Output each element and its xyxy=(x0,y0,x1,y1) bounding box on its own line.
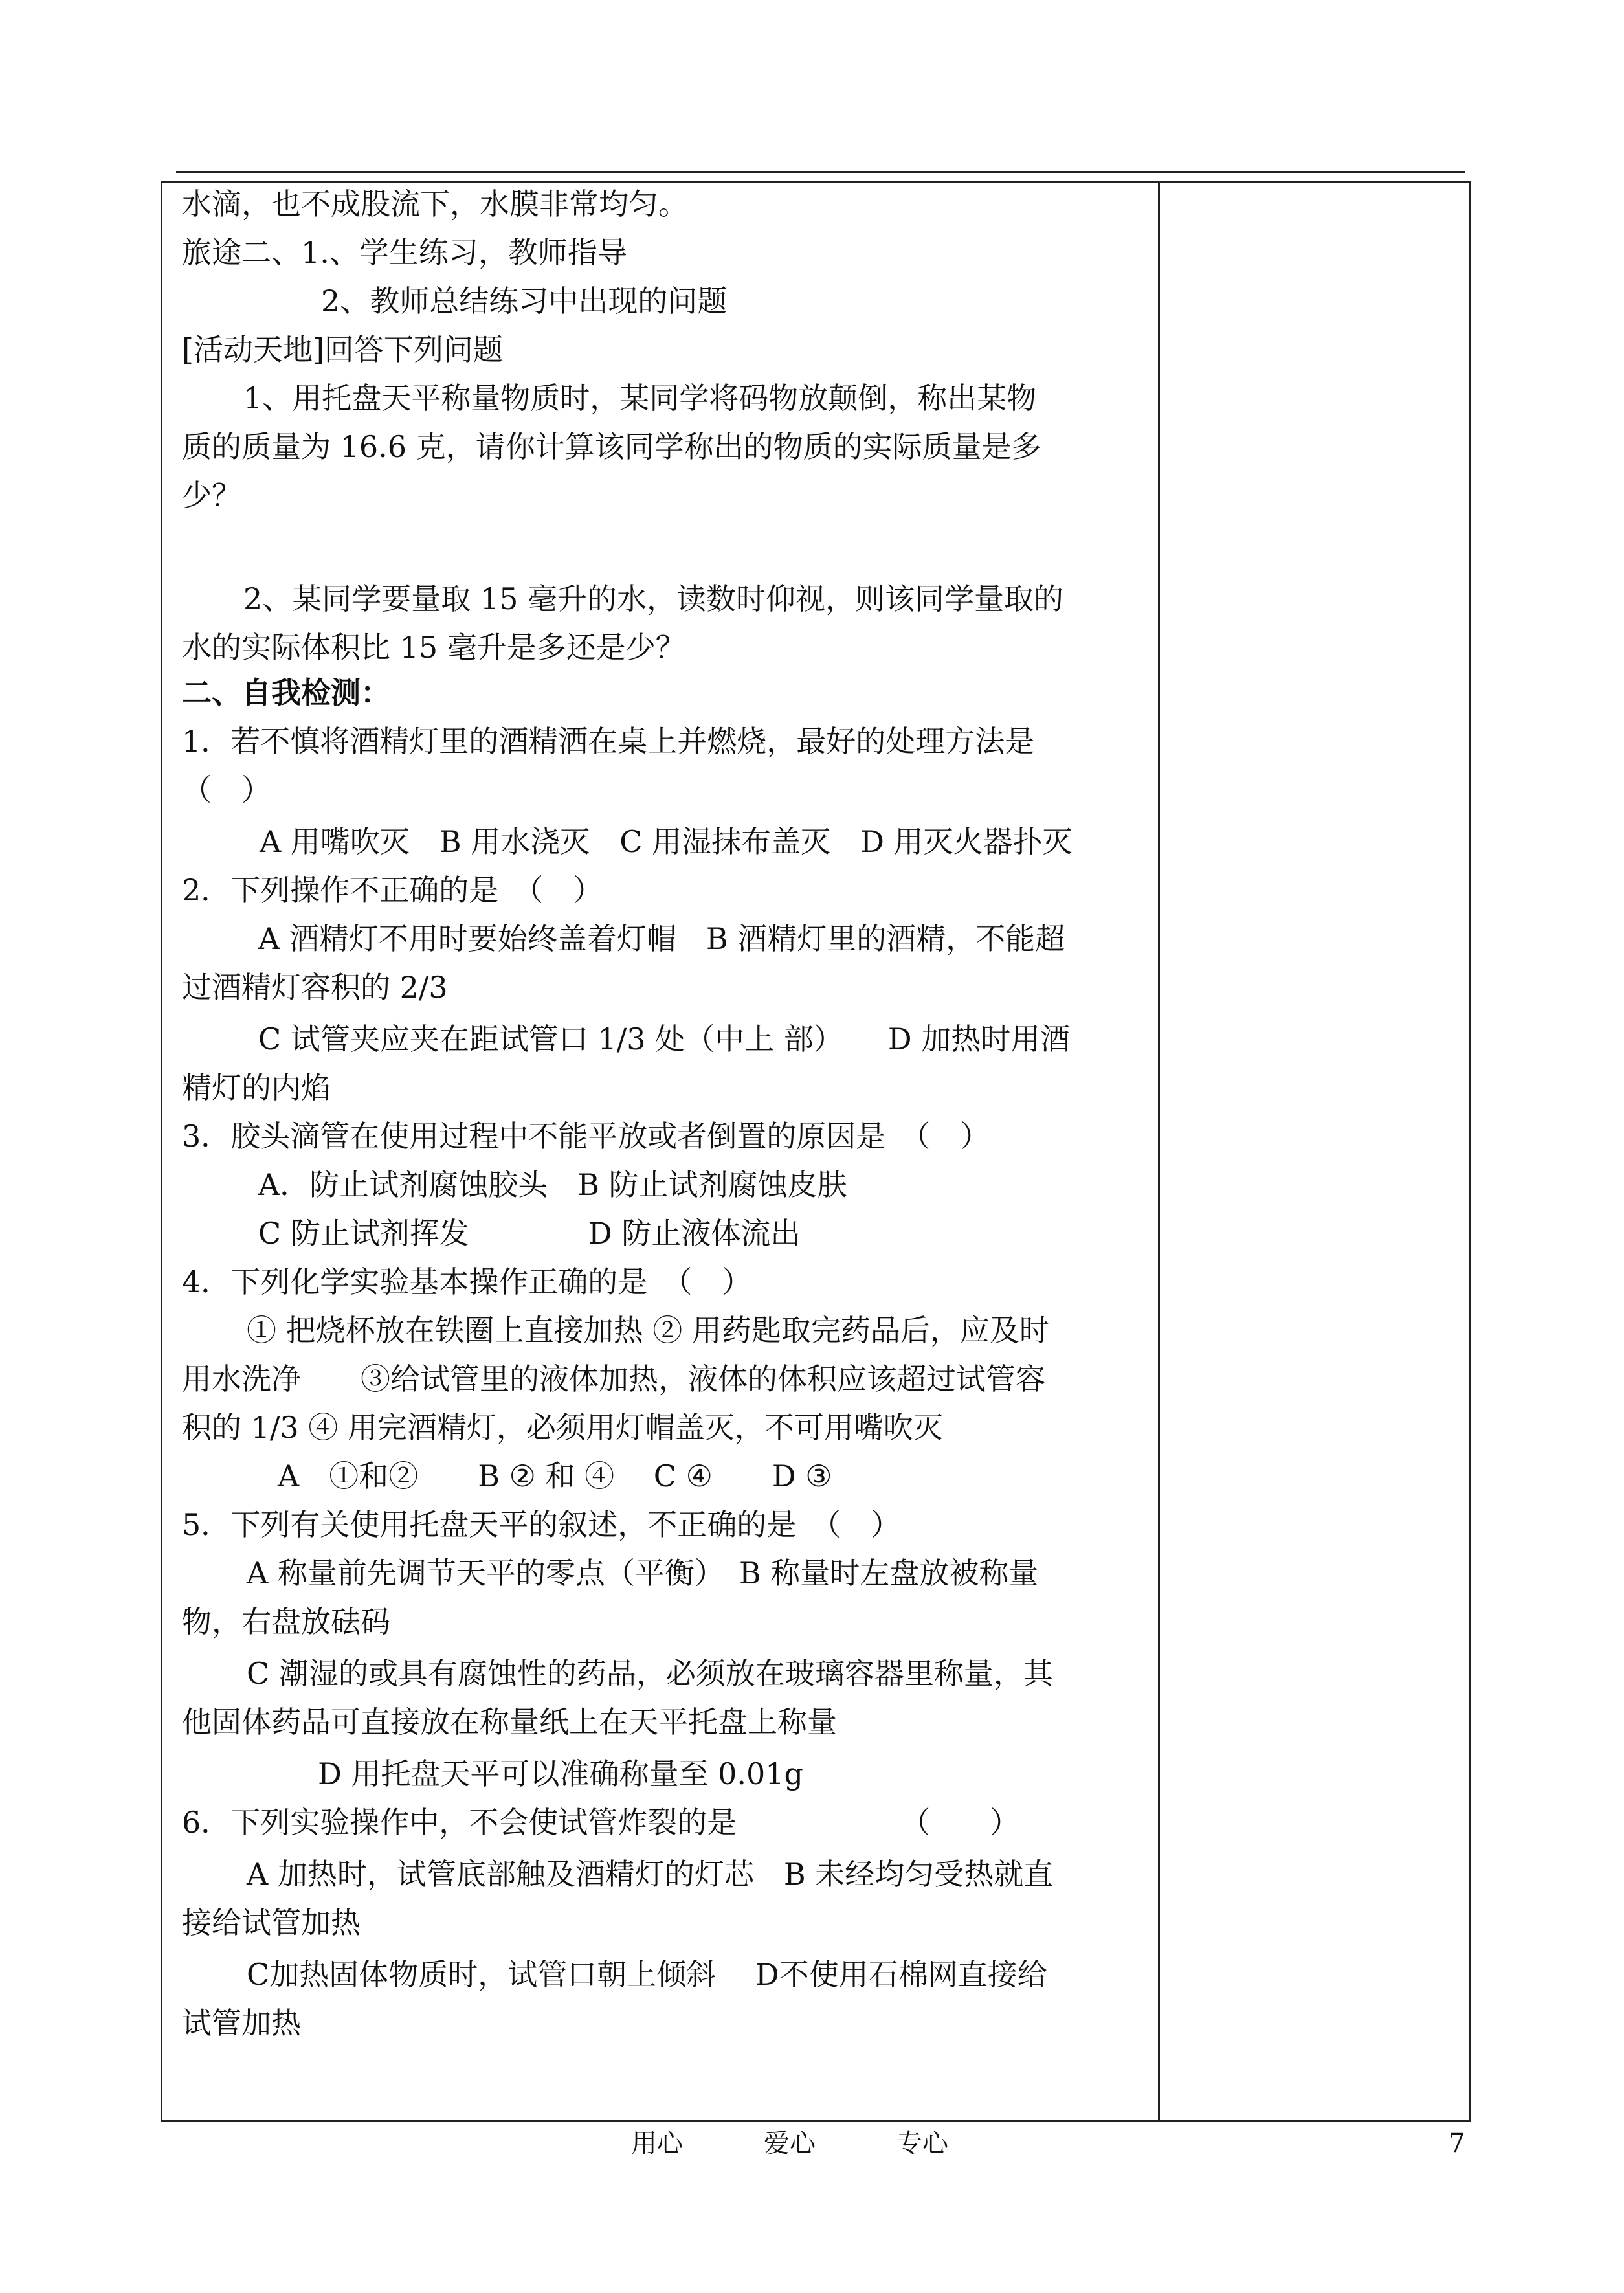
question-line: 2、某同学要量取 15 毫升的水，读数时仰视，则该同学量取的 xyxy=(243,581,1064,616)
column-divider xyxy=(1158,183,1160,2120)
section-heading: 二、自我检测： xyxy=(182,675,390,710)
question-line: 4．下列化学实验基本操作正确的是 （ ） xyxy=(182,1264,752,1299)
text-line: 水滴，也不成股流下，水膜非常均匀。 xyxy=(182,186,688,221)
header-rule xyxy=(176,171,1465,173)
option-line: 积的 1/3 ④ 用完酒精灯，必须用灯帽盖灭，不可用嘴吹灭 xyxy=(182,1410,943,1445)
option-line: C 试管夹应夹在距试管口 1/3 处（中上 部） D 加热时用酒 xyxy=(258,1022,1071,1057)
option-line: C加热固体物质时，试管口朝上倾斜 D不使用石棉网直接给 xyxy=(247,1957,1047,1992)
question-line: 3．胶头滴管在使用过程中不能平放或者倒置的原因是 （ ） xyxy=(182,1119,990,1154)
question-line: 6．下列实验操作中，不会使试管炸裂的是 （ ） xyxy=(182,1805,1020,1840)
option-line: 他固体药品可直接放在称量纸上在天平托盘上称量 xyxy=(182,1705,837,1739)
option-line: ① 把烧杯放在铁圈上直接加热 ② 用药匙取完药品后，应及时 xyxy=(247,1313,1049,1348)
question-line: 1．若不慎将酒精灯里的酒精洒在桌上并燃烧，最好的处理方法是 xyxy=(182,724,1035,759)
option-line: A 称量前先调节天平的零点（平衡） B 称量时左盘放被称量 xyxy=(247,1556,1039,1591)
option-line: A 加热时，试管底部触及酒精灯的灯芯 B 未经均匀受热就直 xyxy=(247,1857,1054,1892)
option-line: C 潮湿的或具有腐蚀性的药品，必须放在玻璃容器里称量，其 xyxy=(247,1656,1053,1691)
question-line: 1、用托盘天平称量物质时，某同学将码物放颠倒，称出某物 xyxy=(243,381,1037,416)
footer-motto-3: 专心 xyxy=(896,2129,948,2158)
option-line: 试管加热 xyxy=(182,2006,301,2041)
option-line: A 酒精灯不用时要始终盖着灯帽 B 酒精灯里的酒精，不能超 xyxy=(258,921,1065,956)
option-line: 物，右盘放砝码 xyxy=(182,1604,390,1639)
question-line: 2．下列操作不正确的是 （ ） xyxy=(182,873,603,908)
option-line: A．防止试剂腐蚀胶头 B 防止试剂腐蚀皮肤 xyxy=(258,1167,847,1202)
question-line: 少？ xyxy=(182,478,241,513)
question-line: 5．下列有关使用托盘天平的叙述，不正确的是 （ ） xyxy=(182,1507,901,1542)
option-line: A 用嘴吹灭 B 用水浇灭 C 用湿抹布盖灭 D 用灭火器扑灭 xyxy=(260,824,1073,859)
option-line: 过酒精灯容积的 2/3 xyxy=(182,970,448,1005)
lesson-content-cell xyxy=(182,183,1140,2120)
question-line: 质的质量为 16.6 克，请你计算该同学称出的物质的实际质量是多 xyxy=(182,429,1041,464)
footer-motto-2: 爱心 xyxy=(764,2129,816,2158)
page-number: 7 xyxy=(1449,2129,1465,2158)
activity-heading: [活动天地]回答下列问题 xyxy=(182,332,503,367)
notes-cell xyxy=(1161,183,1470,2120)
question-line: 水的实际体积比 15 毫升是多还是少？ xyxy=(182,630,685,665)
text-line: 2、教师总结练习中出现的问题 xyxy=(321,284,728,319)
option-line: C 防止试剂挥发 D 防止液体流出 xyxy=(258,1216,801,1251)
option-line: D 用托盘天平可以准确称量至 0.01g xyxy=(318,1756,803,1791)
text-line: 旅途二、1.、学生练习，教师指导 xyxy=(182,235,627,270)
footer-motto-1: 用心 xyxy=(631,2129,683,2158)
option-line: 精灯的内焰 xyxy=(182,1070,331,1105)
option-line: A ①和② B ② 和 ④ C ④ D ③ xyxy=(278,1459,832,1493)
option-line: 用水洗净 ③给试管里的液体加热，液体的体积应该超过试管容 xyxy=(182,1361,1045,1396)
option-line: 接给试管加热 xyxy=(182,1905,361,1940)
question-line: （ ） xyxy=(182,772,271,807)
lesson-table xyxy=(161,181,1471,2122)
